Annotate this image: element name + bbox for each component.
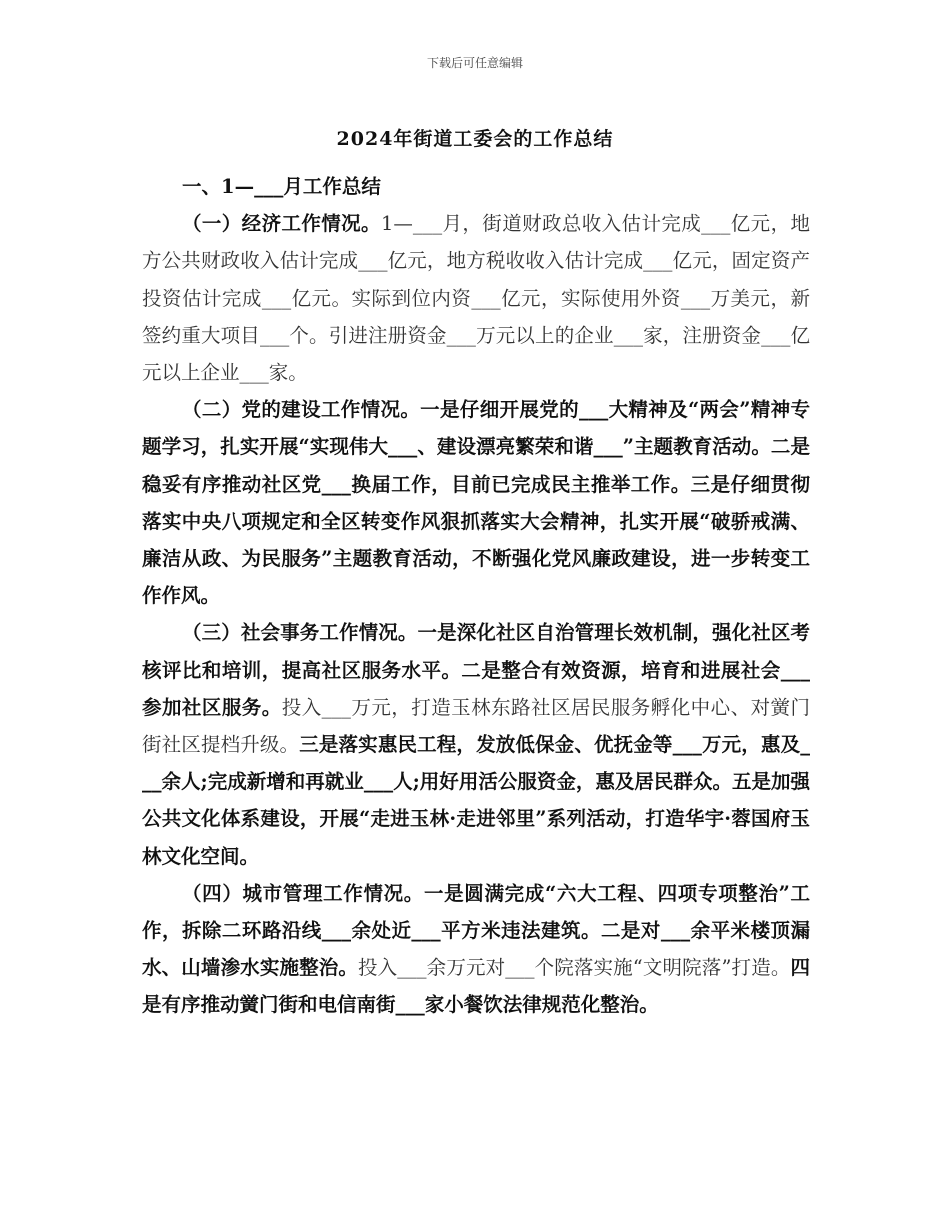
paragraph-text-bold: 三是落实惠民工程，发放低保金、优抚金等___万元，惠及___余人;完成新增和再就业___人;用好用活公服资金，惠及居民群众。五是加强公共文化体系建设，开展“走进玉林·走进邻里”系列活动，打造华宇·蓉国府玉林文化空间。 — [142, 733, 810, 868]
paragraph-text-bold: 四是有序推动黉门街和电信南街___家小餐饮法律规范化整治。 — [142, 956, 810, 1017]
paragraph-lead: （一）经济工作情况。 — [182, 212, 381, 236]
paragraph-text-normal: 投入___余万元对___个院落实施“文明院落”打造。 — [358, 956, 791, 980]
document-body — [142, 168, 810, 1024]
paragraph-text-bold: （四）城市管理工作情况。一是圆满完成“六大工程、四项专项整治”工作，拆除二环路沿线___余处近___平方米违法建筑。二是对___余平米楼顶漏水、山墙渗水实施整治。 — [142, 881, 810, 980]
paragraph-text-bold: （三）社会事务工作情况。一是深化社区自治管理长效机制，强化社区考核评比和培训，提高社区服务水平。二是整合有效资源，培育和进展社会___参加社区服务。 — [142, 621, 810, 719]
paragraph-social-affairs — [142, 614, 810, 874]
paragraph-party-building: （二）党的建设工作情况。一是仔细开展党的___大精神及“两会”精神专题学习，扎实开展“实现伟大___、建设漂亮繁荣和谐___”主题教育活动。二是稳妥有序推动社区党___换届工作，目前已完成民主推举工作。三是仔细贯彻落实中央八项规定和全区转变作风狠抓落实大会精神，扎实开展“破骄戒满、廉洁从政、为民服务”主题教育活动，不断强化党风廉政建设，进一步转变工作作风。 — [142, 398, 810, 608]
paragraph-economy — [142, 205, 810, 391]
section-heading: 一、1—___月工作总结 — [182, 175, 381, 198]
paragraph-text: 1—___月，街道财政总收入估计完成___亿元，地方公共财政收入估计完成___亿元，地方税收收入估计完成___亿元，固定资产投资估计完成___亿元。实际到位内资___亿元，实际使用外资___万美元，新签约重大项目___个。引进注册资金___万元以上的企业___家，注册资金___亿元以上企业___家。 — [142, 212, 810, 385]
paragraph-city-management — [142, 875, 810, 1024]
document-title: 2024年街道工委会的工作总结 — [336, 128, 614, 150]
page-header: 下载后可任意编辑 — [426, 56, 523, 70]
paragraph-text-normal: 投入___万元，打造玉林东路社区居民服务孵化中心、对黉门街社区提档升级。 — [142, 695, 810, 757]
